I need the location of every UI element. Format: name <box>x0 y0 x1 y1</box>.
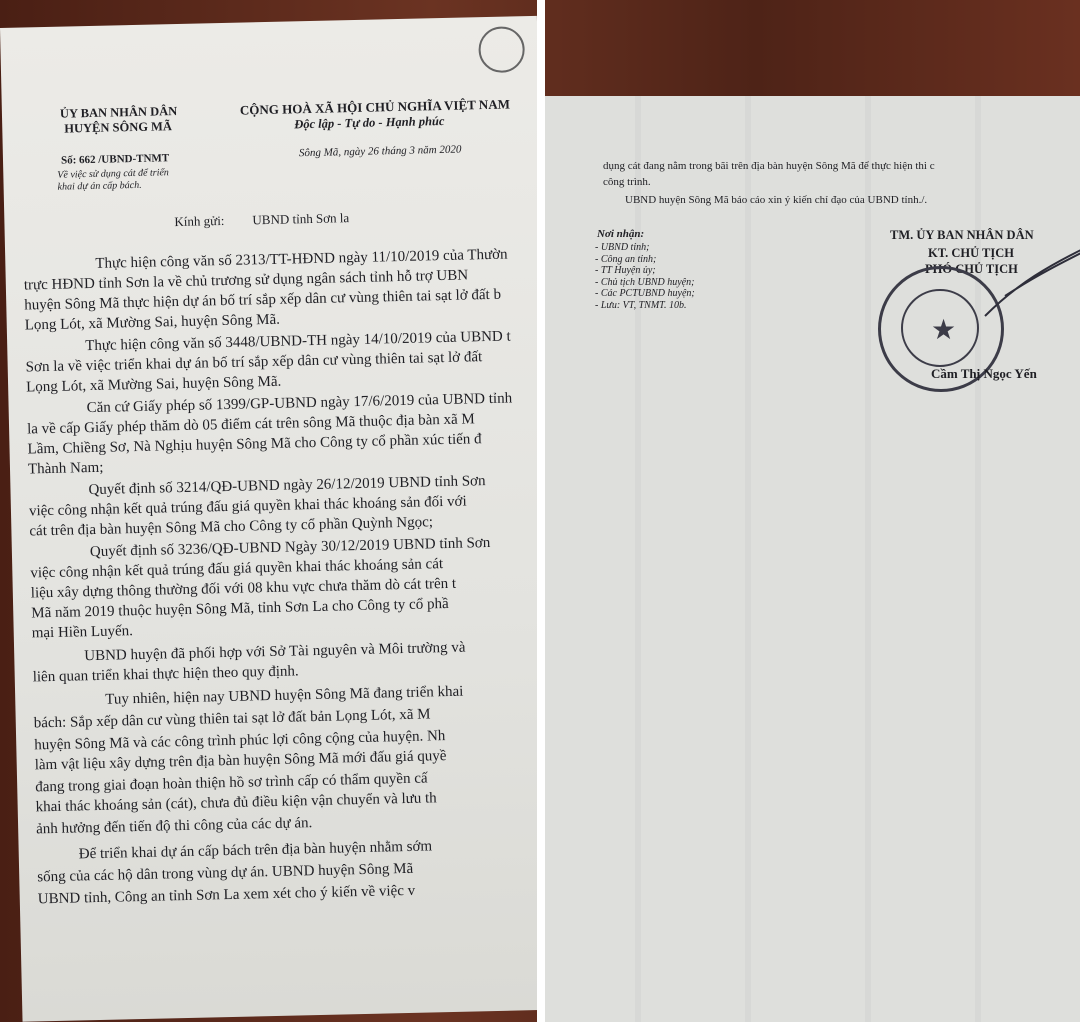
body-line: khai thác khoáng sản (cát), chưa đủ điều kiện vận chuyển và lưu th <box>35 790 437 816</box>
body-line: Căn cứ Giấy phép số 1399/GP-UBND ngày 17/6/2019 của UBND tỉnh <box>86 390 513 417</box>
body-line: mại Hiền Luyến. <box>31 623 134 642</box>
recipient: UBND tỉnh Sơn la <box>252 210 350 228</box>
document-page-left <box>0 16 559 1022</box>
body-line: UBND huyện đã phối hợp với Sở Tài nguyên và Môi trường và <box>84 639 466 665</box>
body-line: Quyết định số 3236/QĐ-UBND Ngày 30/12/2019 UBND tỉnh Sơn <box>89 535 491 561</box>
body-line: Tuy nhiên, hiện nay UBND huyện Sông Mã đang triển khai <box>105 683 464 708</box>
body-line: liệu xây dựng thông thường đối với 08 khu vực chưa thăm dò cát trên t <box>30 575 457 602</box>
recipients-title: Nơi nhận: <box>597 228 645 240</box>
body-line: Lọng Lót, xã Mường Sai, huyện Sông Mã. <box>24 311 281 334</box>
signature-icon <box>975 226 1080 326</box>
body-line: việc công nhận kết quả trúng đấu giá quyền khai thác khoáng sản đối với <box>28 493 467 520</box>
signer-name: Cầm Thị Ngọc Yến <box>931 366 1037 381</box>
body-line: Thực hiện công văn số 2313/TT-HĐND ngày 11/10/2019 của Thườn <box>95 246 508 272</box>
nation-title: CỘNG HOÀ XÃ HỘI CHỦ NGHĨA VIỆT NAM <box>239 96 511 118</box>
sign-title-2: KT. CHỦ TỊCH <box>928 246 1015 260</box>
body-line: ảnh hưởng đến tiến độ thi công của các dự án. <box>36 815 313 838</box>
body-line: huyện Sông Mã và các công trình phúc lợi công cộng của huyện. Nh <box>34 728 446 754</box>
body-line: cát trên địa bàn huyện Sông Mã cho Công ty cổ phần Quỳnh Ngọc; <box>29 514 434 540</box>
body-line: Sơn la về việc triển khai dự án bố trí sắp xếp dân cư vùng thiên tai sạt lở đất <box>25 349 483 376</box>
body-line: Quyết định số 3214/QĐ-UBND ngày 26/12/2019 UBND tỉnh Sơn <box>88 473 486 499</box>
body-line-1: dụng cát đang nằm trong bãi trên địa bàn huyện Sông Mã để thực hiện thi c <box>603 160 935 172</box>
body-line: bách: Sắp xếp dân cư vùng thiên tai sạt lở đất bản Lọng Lót, xã M <box>33 706 431 732</box>
recipient-item: - Chủ tịch UBND huyện; <box>595 276 695 288</box>
nation-motto: Độc lập - Tự do - Hạnh phúc <box>294 113 445 132</box>
recipient-item: - Lưu: VT, TNMT. 10b. <box>595 299 687 311</box>
body-line: Mã năm 2019 thuộc huyện Sông Mã, tỉnh Sơn La cho Công ty cổ phầ <box>31 595 449 622</box>
body-line: huyện Sông Mã thực hiện dự án bố trí sắp xếp dân cư vùng thiên tai sạt lở đất b <box>24 286 502 314</box>
body-line: Thành Nam; <box>27 459 104 478</box>
recipient-item: - Công an tỉnh; <box>595 253 657 265</box>
body-line: trực HĐND tỉnh Sơn la về chủ trương sử dụng ngân sách tỉnh hỗ trợ UBN <box>23 267 469 294</box>
body-line: Lọng Lót, xã Mường Sai, huyện Sông Mã. <box>25 373 282 396</box>
body-line-2: công trình. <box>603 176 651 188</box>
document-number: Số: 662 /UBND-TNMT <box>60 152 170 167</box>
body-line: Lầm, Chiềng Sơ, Nà Nghịu huyện Sông Mã cho Công ty cổ phần xúc tiến đ <box>27 431 482 458</box>
recipient-item: - UBND tỉnh; <box>595 242 650 253</box>
recipient-item: - TT Huyện ủy; <box>595 265 656 276</box>
document-page-right <box>545 96 1080 1022</box>
body-line: liên quan triển khai thực hiện theo quy định. <box>32 663 299 686</box>
body-line: làm vật liệu xây dựng trên địa bàn huyện Sông Mã mới đấu giá quyề <box>34 748 447 774</box>
document-date: Sông Mã, ngày 26 tháng 3 năm 2020 <box>298 143 462 160</box>
body-line: UBND tỉnh, Công an tỉnh Sơn La xem xét cho ý kiến về việc v <box>37 882 416 908</box>
seal-logo-icon <box>478 26 525 73</box>
body-line: Thực hiện công văn số 3448/UBND-TH ngày 14/10/2019 của UBND t <box>85 328 511 355</box>
official-stamp-icon: ★ <box>878 266 1004 392</box>
recipient-label: Kính gửi: <box>174 212 225 230</box>
subject-line2: khai dự án cấp bách. <box>57 179 142 193</box>
body-line-3: UBND huyện Sông Mã báo cáo xin ý kiến chỉ đạo của UBND tỉnh./. <box>625 194 928 206</box>
body-line: Để triển khai dự án cấp bách trên địa bàn huyện nhằm sớm <box>78 838 433 863</box>
subject-line1: Về việc sử dụng cát để triển <box>57 167 169 181</box>
org-name-line2: HUYỆN SÔNG MÃ <box>64 119 173 136</box>
body-line: la về cấp Giấy phép thăm dò 05 điểm cát trên sông Mã thuộc địa bàn xã M <box>26 411 475 438</box>
body-line: việc công nhận kết quả trúng đấu giá quyền khai thác khoáng sản cát <box>30 556 444 582</box>
body-line: đang trong giai đoạn hoàn thiện hồ sơ trình cấp có thẩm quyền cấ <box>35 770 428 796</box>
body-line: sống của các hộ dân trong vùng dự án. UBND huyện Sông Mã <box>37 860 414 886</box>
sign-title-1: TM. ỦY BAN NHÂN DÂN <box>890 228 1034 242</box>
sign-title-3: PHÓ CHỦ TỊCH <box>925 262 1018 276</box>
recipient-item: - Các PCTUBND huyện; <box>595 288 695 299</box>
org-name-line1: ỦY BAN NHÂN DÂN <box>59 104 178 121</box>
image-divider <box>537 0 545 1022</box>
